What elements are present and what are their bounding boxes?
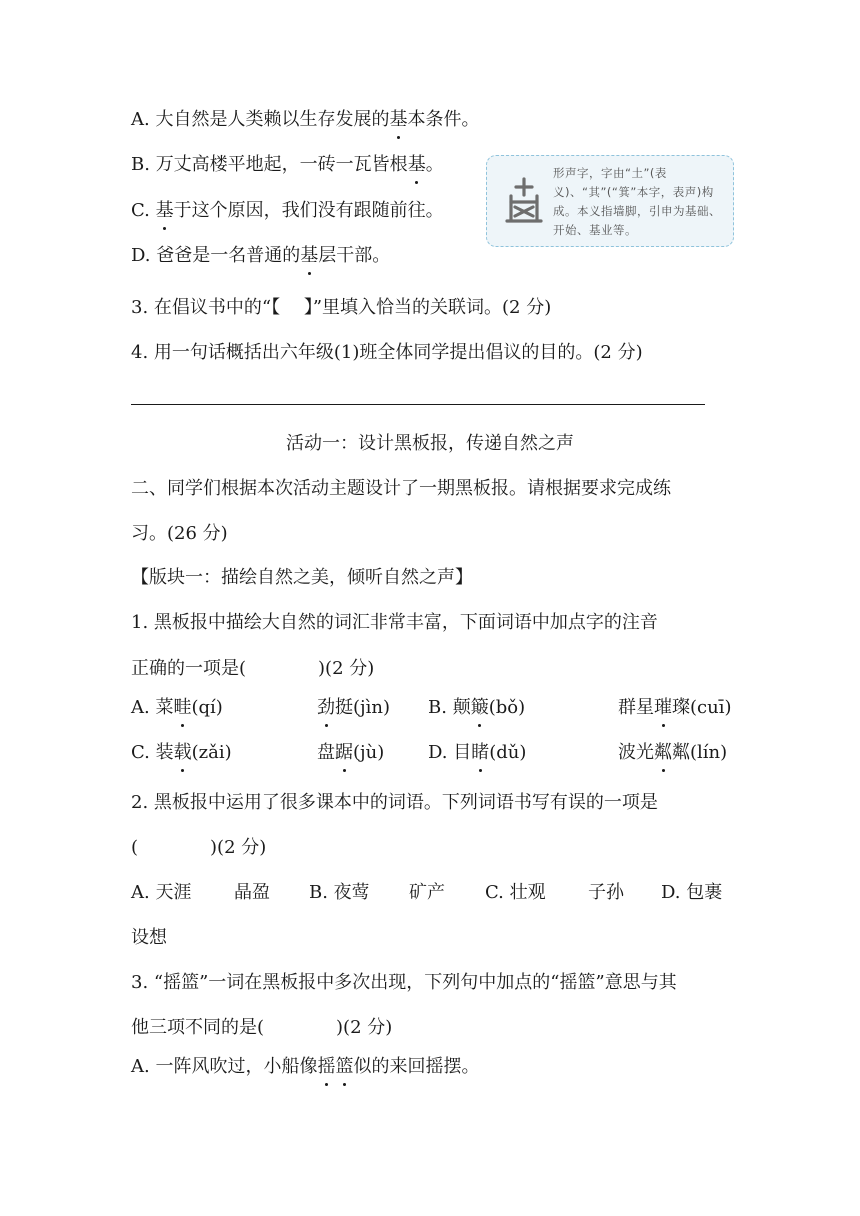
option-b: B. 万丈高楼平地起，一砖一瓦皆根基。: [131, 154, 444, 175]
problem-2-line-1: 2. 黑板报中运用了很多课本中的词语。下列词语书写有误的一项是: [131, 792, 658, 813]
problem-2-wrap: 设想: [131, 927, 167, 948]
activity-title: 活动一：设计黑板报，传递自然之声: [286, 433, 574, 454]
section-2-line-1: 二、同学们根据本次活动主题设计了一期黑板报。请根据要求完成练: [131, 478, 671, 499]
problem-1-row-2: [131, 741, 727, 765]
problem-2-line-2: ( )(2 分): [131, 837, 267, 858]
choice-c: C. 装载(zǎi): [131, 742, 232, 763]
block-1-title: 【版块一：描绘自然之美，倾听自然之声】: [131, 567, 473, 588]
dotted-char: 基: [389, 109, 408, 130]
problem-1-line-2: 正确的一项是( )(2 分): [131, 658, 375, 679]
option-text-pre: 大自然是人类赖以生存发展的: [155, 109, 390, 130]
dotted-char: 基: [407, 154, 426, 175]
etymology-note: [486, 155, 734, 247]
ancient-character-ji-icon: [499, 176, 549, 226]
choice-d: D. 目睹(dǔ): [428, 742, 527, 763]
question-3: 3. 在倡议书中的“【 】”里填入恰当的关联词。(2 分): [131, 297, 552, 318]
problem-1-row-1: [131, 696, 731, 720]
problem-2-options: A. 天涯 晶盈 B. 夜莺 矿产 C. 壮观 子孙 D. 包裹: [131, 882, 723, 903]
option-c: C. 基于这个原因，我们没有跟随前往。: [131, 200, 444, 221]
choice-a-2: 劲挺(jìn): [317, 697, 390, 718]
problem-3-line-1: 3. “摇篮”一词在黑板报中多次出现，下列句中加点的“摇篮”意思与其: [131, 972, 677, 993]
problem-3-option-a: A. 一阵风吹过，小船像摇篮似的来回摇摆。: [131, 1056, 480, 1077]
section-2-line-2: 习。(26 分): [131, 523, 228, 544]
note-text: 形声字，字由“土”(表义)、“其”(“箕”本字，表声)构成。本义指墙脚，引申为基础、开始、基业等。: [553, 166, 721, 237]
choice-a: A. 菜畦(qí): [131, 697, 223, 718]
dotted-char: 基: [300, 245, 319, 266]
choice-b-2: 群星璀璨(cuī): [618, 697, 732, 718]
choice-c-2: 盘踞(jù): [317, 742, 385, 763]
choice-b: B. 颠簸(bǒ): [428, 697, 526, 718]
problem-3-line-2: 他三项不同的是( )(2 分): [131, 1017, 393, 1038]
option-a: A. 大自然是人类赖以生存发展的基本条件。: [131, 109, 480, 130]
answer-line[interactable]: [131, 404, 705, 405]
question-4: 4. 用一句话概括出六年级(1)班全体同学提出倡议的目的。(2 分): [131, 342, 643, 363]
problem-1-line-1: 1. 黑板报中描绘大自然的词汇非常丰富，下面词语中加点字的注音: [131, 612, 658, 633]
option-d: D. 爸爸是一名普通的基层干部。: [131, 245, 391, 266]
dotted-char: 基: [155, 200, 174, 221]
choice-d-2: 波光粼粼(lín): [618, 742, 728, 763]
